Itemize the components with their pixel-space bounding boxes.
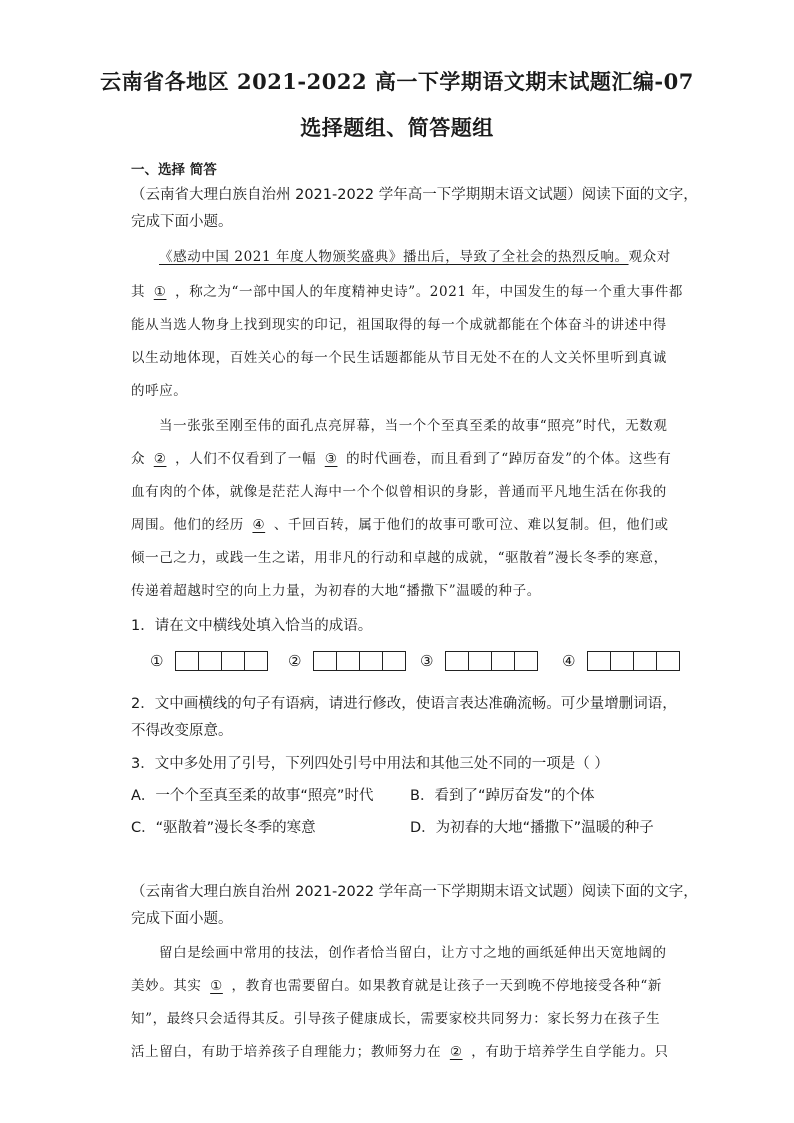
q1-source-cont: 完成下面小题。 [131,214,233,230]
faulty-sentence: 《感动中国 2021 年度人物颁奖盛典》播出后，导致了全社会的热烈反响。 [159,249,629,265]
passage1-line: 血有肉的个体，就像是茫茫人海中一个个似曾相识的身影，普通而平凡地生活在你我的 [131,484,667,500]
answer-cell[interactable] [633,651,657,671]
blank-3: ③ [324,451,338,467]
question-2-cont: 不得改变原意。 [131,723,233,739]
blank-1: ① [153,284,167,300]
option-d[interactable]: D．为初春的大地“播撒下”温暖的种子 [410,820,654,836]
answer-cell[interactable] [491,651,515,671]
q2-source: （云南省大理白族自治州 2021-2022 学年高一下学期期末语文试题）阅读下面的文字， [131,884,698,900]
answer-cell[interactable] [198,651,222,671]
blank-1: ① [210,978,223,994]
answer-cell[interactable] [359,651,383,671]
passage1-line: 周围。他们的经历 ④ 、千回百转，属于他们的故事可歌可泣、难以复制。但，他们或 [131,517,669,533]
answer-cell[interactable] [336,651,360,671]
passage1-line: 《感动中国 2021 年度人物颁奖盛典》播出后，导致了全社会的热烈反响。观众对 [159,249,671,265]
question-1: 1．请在文中横线处填入恰当的成语。 [131,618,373,634]
option-a[interactable]: A．一个个至真至柔的故事“照亮”时代 [131,788,374,804]
passage1-line: 传递着超越时空的向上力量，为初春的大地“播撒下”温暖的种子。 [131,583,541,599]
passage1-line: 的呼应。 [131,383,188,399]
blank-2: ② [449,1044,463,1060]
answer-cell[interactable] [313,651,337,671]
answer-cell[interactable] [468,651,492,671]
answer-cell[interactable] [382,651,406,671]
blank-2: ② [153,451,167,467]
answer-group-2: ② [288,649,406,673]
passage1-line: 倾一己之力，或践一生之诺，用非凡的行动和卓越的成就，“驱散着”漫长冬季的寒意， [131,550,668,566]
document-title: 云南省各地区 2021-2022 高一下学期语文期末试题汇编-07 [100,69,694,94]
answer-cell[interactable] [221,651,245,671]
passage1-line: 以生动地体现，百姓关心的每一个民生话题都能从节目无处不在的人文关怀里听到真诚 [131,350,667,366]
answer-cell[interactable] [514,651,538,671]
answer-cell[interactable] [610,651,634,671]
passage2-line: 活上留白，有助于培养孩子自理能力；教师努力在 ② ，有助于培养学生自学能力。只 [131,1044,669,1060]
q1-source: （云南省大理白族自治州 2021-2022 学年高一下学期期末语文试题）阅读下面的文字， [131,187,698,203]
question-2: 2．文中画横线的句子有语病，请进行修改，使语言表达准确流畅。可少量增删词语， [131,696,677,712]
passage2-line: 知”，最终只会适得其反。引导孩子健康成长，需要家校共同努力：家长努力在孩子生 [131,1011,661,1027]
answer-cell[interactable] [445,651,469,671]
passage2-line: 美妙。其实 ① ，教育也需要留白。如果教育就是让孩子一天到晚不停地接受各种“新 [131,978,663,994]
answer-cell[interactable] [587,651,611,671]
answer-group-1: ① [150,649,268,673]
answer-group-3: ③ [420,649,538,673]
passage1-line: 众 ② ，人们不仅看到了一幅 ③ 的时代画卷，而且看到了“踔厉奋发”的个体。这些有 [131,451,672,467]
blank-4: ④ [252,517,266,533]
question-3: 3．文中多处用了引号，下列四处引号中用法和其他三处不同的一项是（ ） [131,756,609,772]
section-heading: 一、选择 简答 [131,162,217,178]
q2-source-cont: 完成下面小题。 [131,911,233,927]
option-c[interactable]: C．“驱散着”漫长冬季的寒意 [131,820,316,836]
answer-cell[interactable] [656,651,680,671]
passage1-line: 能从当选人物身上找到现实的印记，祖国取得的每一个成就都能在个体奋斗的讲述中得 [131,317,667,333]
option-b[interactable]: B．看到了“踔厉奋发”的个体 [410,788,595,804]
answer-cell[interactable] [244,651,268,671]
passage1-line: 其 ① ，称之为“一部中国人的年度精神史诗”。2021 年，中国发生的每一个重大事件都 [131,284,683,300]
document-subtitle: 选择题组、简答题组 [300,115,494,140]
answer-cell[interactable] [175,651,199,671]
answer-group-4: ④ [562,649,680,673]
passage2-line: 留白是绘画中常用的技法，创作者恰当留白，让方寸之地的画纸延伸出天宽地阔的 [159,945,667,961]
passage1-line: 当一张张至刚至伟的面孔点亮屏幕，当一个个至真至柔的故事“照亮”时代，无数观 [159,418,668,434]
